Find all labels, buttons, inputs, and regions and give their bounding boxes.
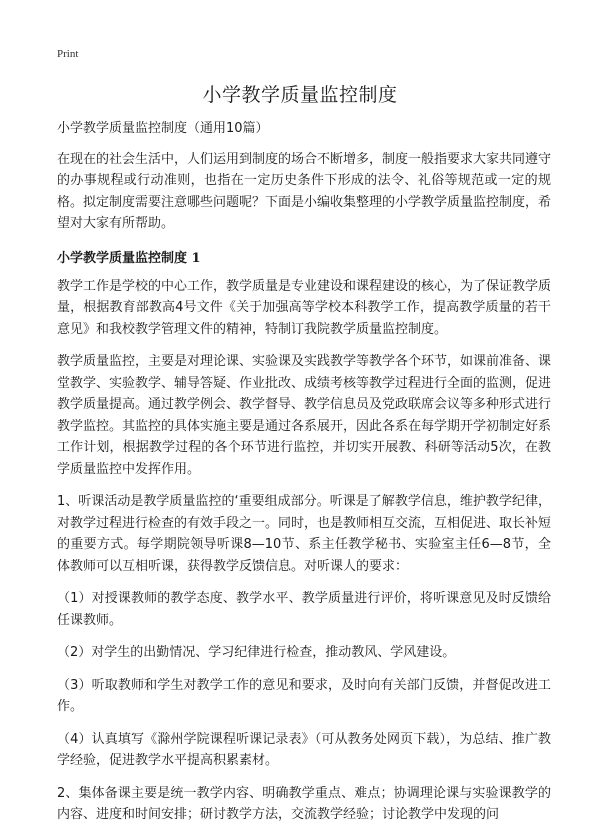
document-body <box>57 118 551 837</box>
body-paragraph: 教学质量监控，主要是对理论课、实验课及实践教学等教学各个环节，如课前准备、课堂教学、实验教学、辅导答疑、作业批改、成绩考核等教学过程进行全面的监测，促进教学质量提高。通过教学例会、教学督导、教学信息员及党政联席会议等多种形式进行教学监控。其监控的具体实施主要是通过各系展开，因此各系在每学期开学初制定好系工作计划，根据教学过程的各个环节进行监控，并切实开展教、科研等活动5次，在教学质量监控中发挥作用。 <box>57 354 552 477</box>
intro-paragraph: 在现在的社会生活中，人们运用到制度的场合不断增多，制度一般指要求大家共同遵守的办事规程或行动准则，也指在一定历史条件下形成的法令、礼俗等规范或一定的规格。拟定制度需要注意哪些问题呢？下面是小编收集整理的小学教学质量监控制度，希望对大家有所帮助。 <box>57 151 552 231</box>
body-paragraph: 教学工作是学校的中心工作，教学质量是专业建设和课程建设的核心，为了保证教学质量，根据教育部教高4号文件《关于加强高等学校本科教学工作，提高教学质量的若干意见》和我校教学管理文件的精神，特制订我院教学质量监控制度。 <box>57 278 552 337</box>
list-item: （1）对授课教师的教学态度、教学水平、教学质量进行评价，将听课意见及时反馈给任课教师。 <box>57 591 551 628</box>
document-subtitle: 小学教学质量监控制度（通用10篇） <box>57 121 269 136</box>
list-item: （3）听取教师和学生对教学工作的意见和要求，及时向有关部门反馈，并督促改进工作。 <box>57 677 551 714</box>
list-item: （2）对学生的出勤情况、学习纪律进行检查，推动教风、学风建设。 <box>57 645 456 660</box>
body-paragraph: 1、听课活动是教学质量监控的‘重要组成部分。听课是了解教学信息，维护教学纪律，对教学过程进行检查的有效手段之一。同时，也是教师相互交流，互相促进、取长补短的重要方式。每学期院领导听课8—10节、系主任教学秘书、实验室主任6—8节，全体教师可以互相听课，获得教学反馈信息。对听课人的要求： <box>57 494 552 574</box>
body-paragraph: 2、集体备课主要是统一教学内容、明确教学重点、难点；协调理论课与实验课教学的内容、进度和时间安排；研讨教学方法，交流教学经验；讨论教学中发现的问 <box>57 785 551 822</box>
section-heading: 小学教学质量监控制度 1 <box>57 250 201 266</box>
print-link[interactable]: Print <box>57 48 79 60</box>
page-title: 小学教学质量监控制度 <box>202 84 398 106</box>
list-item: （4）认真填写《滁州学院课程听课记录表》（可从教务处网页下载），为总结、推广教学经验，促进教学水平提高积累素材。 <box>57 731 551 768</box>
